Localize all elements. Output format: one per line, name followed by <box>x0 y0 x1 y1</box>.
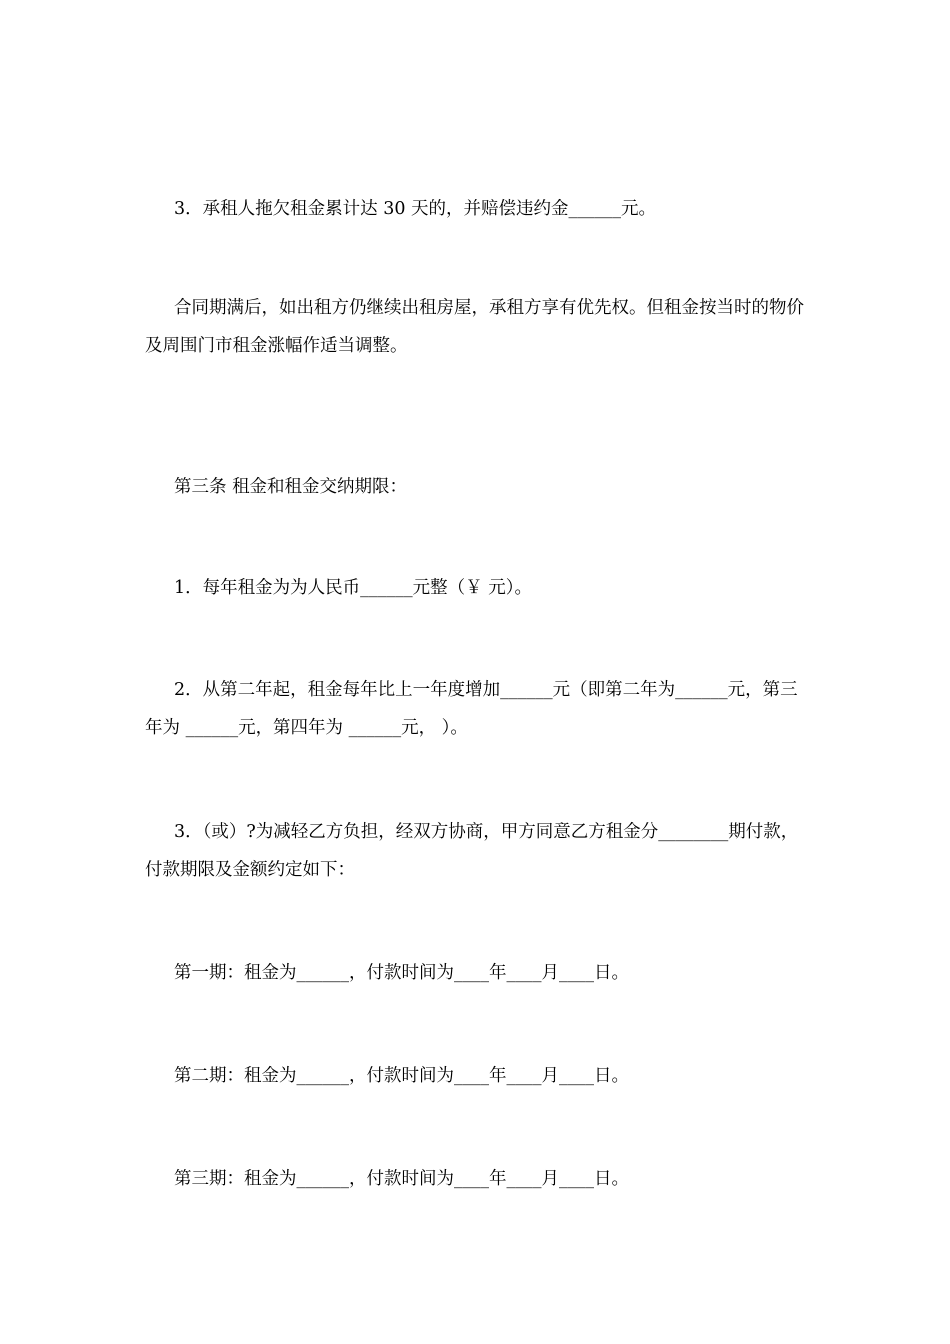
clause-3-installments: 3．（或）?为减轻乙方负担，经双方协商，甲方同意乙方租金分________期付款，付款期限及金额约定如下： <box>145 822 799 880</box>
renewal-priority-paragraph: 合同期满后，如出租方仍继续出租房屋，承租方享有优先权。但租金按当时的物价及周围门市租金涨幅作适当调整。 <box>145 298 804 356</box>
clause-1-annual-rent: 1．每年租金为为人民币______元整（￥ 元）。 <box>174 578 532 598</box>
article-3-heading: 第三条 租金和租金交纳期限： <box>174 477 408 497</box>
installment-1: 第一期：租金为______，付款时间为____年____月____日。 <box>174 963 629 983</box>
installment-2: 第二期：租金为______，付款时间为____年____月____日。 <box>174 1066 629 1086</box>
clause-3-late-rent-penalty: 3．承租人拖欠租金累计达 30 天的，并赔偿违约金______元。 <box>174 199 657 219</box>
installment-3: 第三期：租金为______，付款时间为____年____月____日。 <box>174 1169 629 1189</box>
clause-2-rent-increase: 2．从第二年起，租金每年比上一年度增加______元（即第二年为______元，第三年为 ______元，第四年为 ______元， ）。 <box>145 680 798 738</box>
